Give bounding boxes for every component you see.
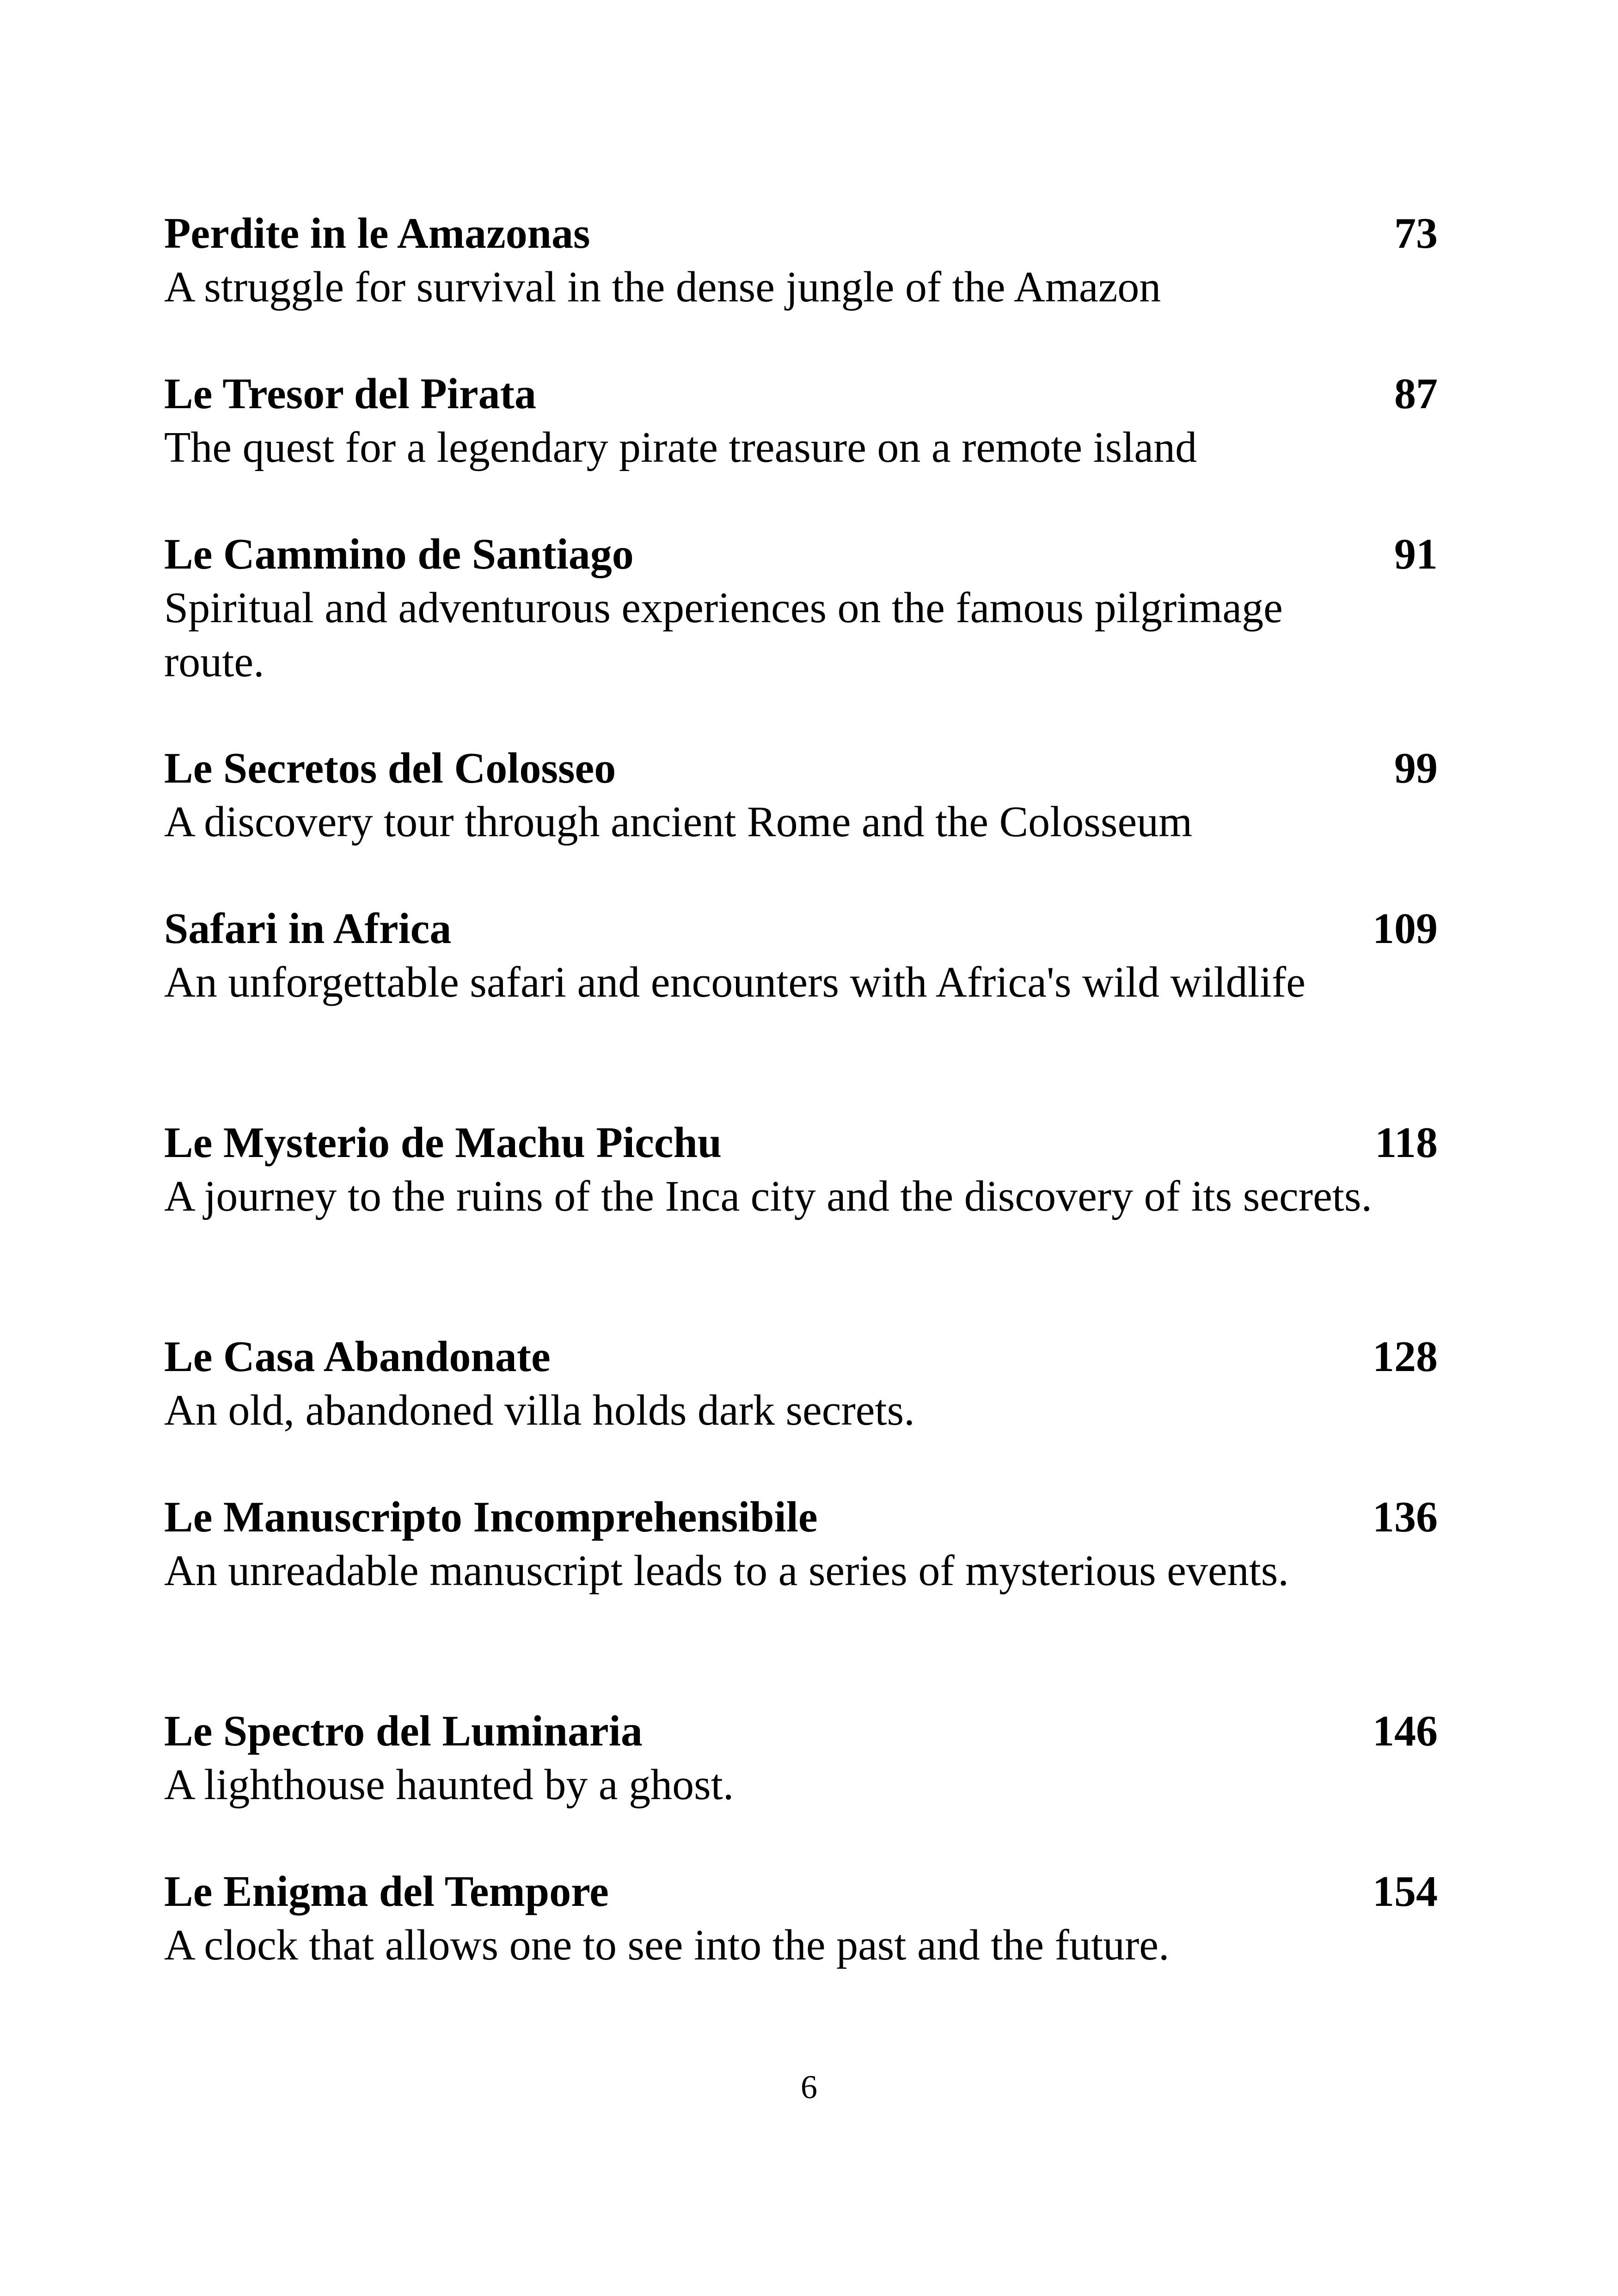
toc-entry-title: Perdite in le Amazonas	[164, 209, 590, 257]
toc-entry-header	[164, 901, 1438, 956]
toc-entry-header	[164, 527, 1438, 582]
page-number: 6	[801, 2069, 817, 2106]
toc-entry	[164, 1329, 1438, 1438]
toc-entry-title: Le Secretos del Colosseo	[164, 744, 616, 792]
toc-entry-header	[164, 206, 1438, 261]
toc-entry-title: Le Mysterio de Machu Picchu	[164, 1119, 722, 1167]
toc-entry	[164, 1489, 1438, 1598]
toc-entry-page-number: 91	[1394, 530, 1438, 578]
toc-entry-description: An old, abandoned villa holds dark secrets.	[164, 1386, 915, 1434]
toc-entry-page-number: 154	[1373, 1867, 1438, 1916]
toc-entry-page-number: 99	[1394, 744, 1438, 792]
toc-entry-title: Le Tresor del Pirata	[164, 370, 536, 418]
toc-entry-description: A journey to the ruins of the Inca city and the discovery of its secrets.	[164, 1172, 1372, 1220]
toc-entry-page-number: 118	[1375, 1119, 1438, 1167]
toc-entry	[164, 1703, 1438, 1812]
toc-entry-header	[164, 1864, 1438, 1919]
toc-entry-description: An unforgettable safari and encounters with Africa's wild wildlife	[164, 958, 1305, 1006]
toc-entry-page-number: 136	[1373, 1493, 1438, 1541]
toc-entry-title: Le Spectro del Luminaria	[164, 1707, 643, 1755]
toc-entry-title: Safari in Africa	[164, 905, 452, 953]
toc-entry-page-number: 87	[1394, 370, 1438, 418]
toc-entry-description: The quest for a legendary pirate treasure on a remote island	[164, 423, 1197, 471]
toc-entry-description: An unreadable manuscript leads to a series of mysterious events.	[164, 1547, 1289, 1595]
toc-entry-description: A clock that allows one to see into the past and the future.	[164, 1921, 1170, 1969]
toc-entry-title: Le Manuscripto Incomprehensibile	[164, 1493, 818, 1541]
toc-entry-description: A lighthouse haunted by a ghost.	[164, 1761, 734, 1809]
toc-entry	[164, 206, 1438, 314]
toc-entry	[164, 1864, 1438, 1972]
toc-entry-page-number: 109	[1373, 905, 1438, 953]
toc-entry-header	[164, 1703, 1438, 1759]
toc-entry-title: Le Cammino de Santiago	[164, 530, 634, 578]
toc-entry-description: Spiritual and adventurous experiences on the famous pilgrimage route.	[164, 584, 1283, 686]
toc-entry-description: A struggle for survival in the dense jungle of the Amazon	[164, 263, 1161, 311]
toc-entry-page-number: 73	[1394, 209, 1438, 257]
toc-entry-header	[164, 366, 1438, 422]
toc-entry	[164, 741, 1438, 849]
toc-entry	[164, 901, 1438, 1010]
toc-entry	[164, 1115, 1438, 1224]
toc-entry-description: A discovery tour through ancient Rome and the Colosseum	[164, 798, 1193, 846]
toc-entry-header	[164, 1329, 1438, 1384]
toc-entry-header	[164, 1489, 1438, 1545]
toc-entry-page-number: 128	[1373, 1333, 1438, 1381]
toc-entry	[164, 366, 1438, 475]
toc-entry-title: Le Enigma del Tempore	[164, 1867, 609, 1916]
toc-entry	[164, 527, 1438, 689]
toc-entry-header	[164, 741, 1438, 796]
toc-entry-page-number: 146	[1373, 1707, 1438, 1755]
toc-entry-title: Le Casa Abandonate	[164, 1333, 551, 1381]
toc-entry-header	[164, 1115, 1438, 1170]
